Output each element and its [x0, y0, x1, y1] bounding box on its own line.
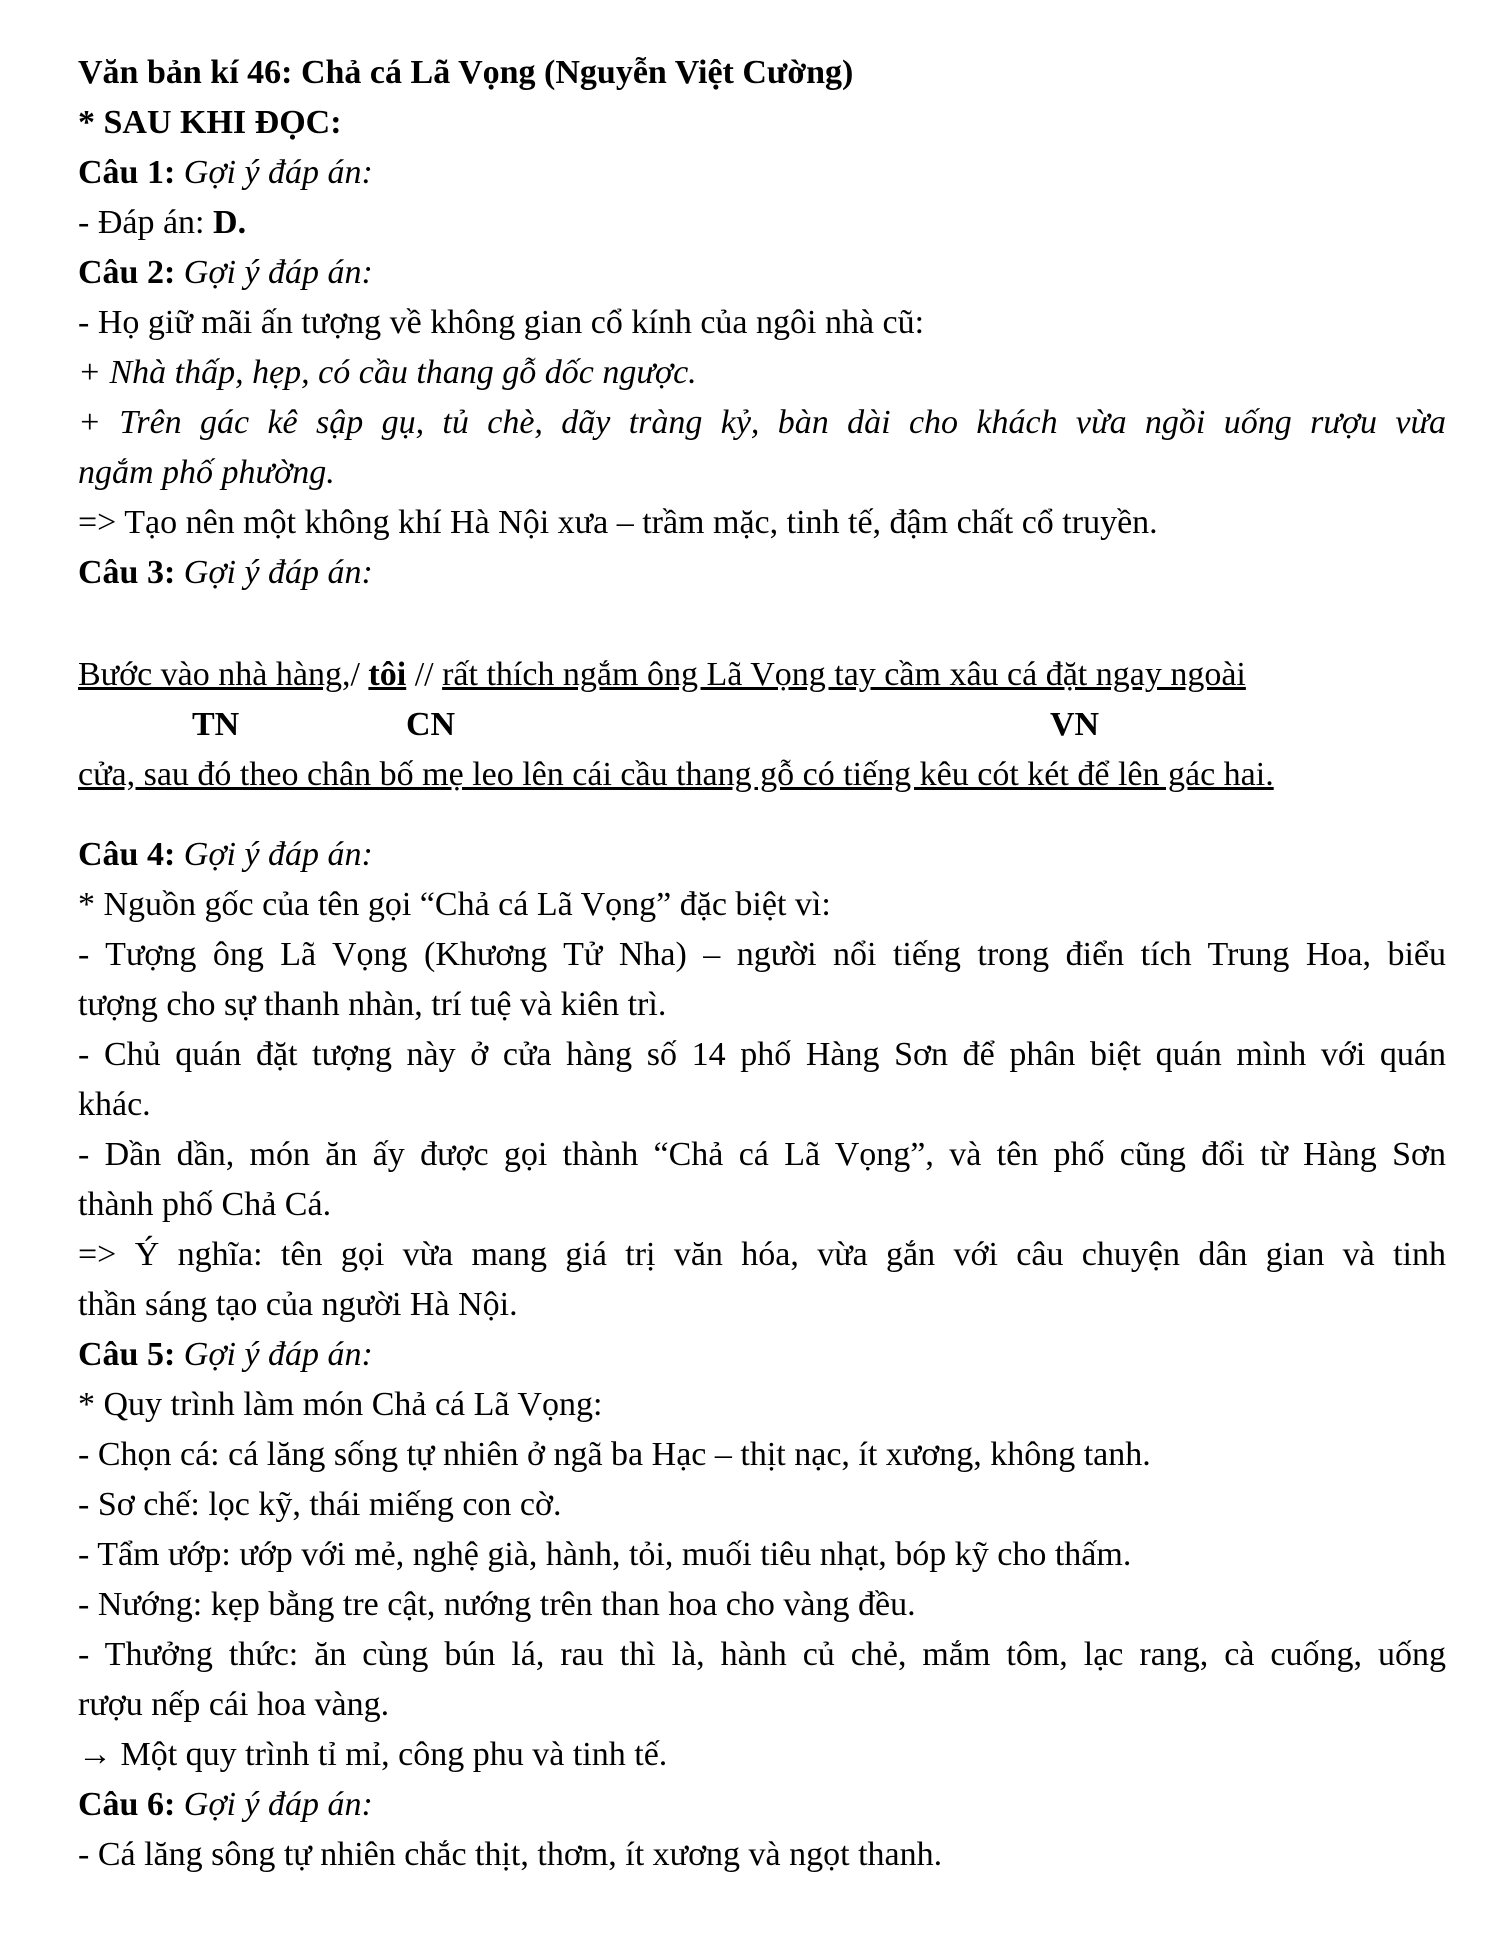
answer-line: + Nhà thấp, hẹp, có cầu thang gỗ dốc ngược. [78, 354, 697, 391]
sentence-component-labels [78, 700, 1446, 750]
question-label: Câu 1: [78, 154, 176, 191]
answer-line: * Quy trình làm món Chả cá Lã Vọng: [78, 1386, 603, 1423]
adverbial-part: Bước vào nhà hàng, [78, 656, 351, 693]
question-label: Câu 6: [78, 1786, 176, 1823]
answer-line: ngắm phố phường. [78, 454, 335, 491]
predicate-part: rất thích ngắm ông Lã Vọng tay cầm xâu cá đặt ngay ngoài [442, 656, 1246, 693]
answer-line: - Thưởng thức: ăn cùng bún lá, rau thì là, hành củ chẻ, mắm tôm, lạc rang, cà cuống, uống [78, 1636, 1446, 1673]
question-label: Câu 4: [78, 836, 176, 873]
hint-label: Gợi ý đáp án: [183, 554, 373, 591]
spacer [78, 598, 1446, 650]
question-2-heading [78, 248, 1446, 298]
hint-label: Gợi ý đáp án: [183, 1786, 373, 1823]
answer-line: + Trên gác kê sập gụ, tủ chè, dãy tràng kỷ, bàn dài cho khách vừa ngồi uống rượu vừa [78, 404, 1446, 441]
sentence-analysis-line-1 [78, 650, 1446, 700]
answer-line: khác. [78, 1086, 151, 1123]
document-page [78, 48, 1446, 1880]
separator: // [406, 656, 443, 693]
answer-conclusion: => Ý nghĩa: tên gọi vừa mang giá trị văn hóa, vừa gắn với câu chuyện dân gian và tinh [78, 1236, 1446, 1273]
hint-label: Gợi ý đáp án: [183, 254, 373, 291]
hint-label: Gợi ý đáp án: [183, 836, 373, 873]
answer-line: - Dần dần, món ăn ấy được gọi thành “Chả cá Lã Vọng”, và tên phố cũng đổi từ Hàng Sơn [78, 1136, 1446, 1173]
question-3-heading [78, 548, 1446, 598]
answer-line: - Tượng ông Lã Vọng (Khương Tử Nha) – người nổi tiếng trong điển tích Trung Hoa, biểu [78, 936, 1446, 973]
separator: / [350, 656, 369, 693]
label-cn: CN [406, 706, 456, 743]
section-heading: * SAU KHI ĐỌC: [78, 104, 342, 141]
question-1-answer [78, 198, 1446, 248]
hint-label: Gợi ý đáp án: [183, 1336, 373, 1373]
answer-conclusion: → Một quy trình tỉ mỉ, công phu và tinh tế. [78, 1736, 668, 1773]
answer-line: tượng cho sự thanh nhàn, trí tuệ và kiên trì. [78, 986, 667, 1023]
question-5-heading [78, 1330, 1446, 1380]
hint-label: Gợi ý đáp án: [183, 154, 373, 191]
question-label: Câu 5: [78, 1336, 176, 1373]
label-tn: TN [192, 706, 240, 743]
sentence-analysis-line-2: cửa, sau đó theo chân bố mẹ leo lên cái cầu thang gỗ có tiếng kêu cót két để lên gác hai. [78, 756, 1274, 793]
answer-line: - Tẩm ướp: ướp với mẻ, nghệ già, hành, tỏi, muối tiêu nhạt, bóp kỹ cho thấm. [78, 1536, 1132, 1573]
spacer [78, 800, 1446, 830]
answer-line: thành phố Chả Cá. [78, 1186, 332, 1223]
answer-line: rượu nếp cái hoa vàng. [78, 1686, 390, 1723]
question-label: Câu 3: [78, 554, 176, 591]
question-4-heading [78, 830, 1446, 880]
answer-value: D. [213, 204, 247, 241]
answer-prefix: - Đáp án: [78, 204, 214, 241]
answer-line: * Nguồn gốc của tên gọi “Chả cá Lã Vọng” đặc biệt vì: [78, 886, 831, 923]
answer-line: - Họ giữ mãi ấn tượng về không gian cổ kính của ngôi nhà cũ: [78, 304, 925, 341]
answer-line: - Cá lăng sông tự nhiên chắc thịt, thơm, ít xương và ngọt thanh. [78, 1836, 943, 1873]
subject-part: tôi [368, 656, 407, 693]
answer-conclusion: => Tạo nên một không khí Hà Nội xưa – trầm mặc, tinh tế, đậm chất cổ truyền. [78, 504, 1158, 541]
document-title: Văn bản kí 46: Chả cá Lã Vọng (Nguyễn Việt Cường) [78, 54, 854, 91]
question-label: Câu 2: [78, 254, 176, 291]
answer-line: - Nướng: kẹp bằng tre cật, nướng trên than hoa cho vàng đều. [78, 1586, 916, 1623]
answer-line: thần sáng tạo của người Hà Nội. [78, 1286, 518, 1323]
answer-line: - Sơ chế: lọc kỹ, thái miếng con cờ. [78, 1486, 562, 1523]
question-1-heading [78, 148, 1446, 198]
question-6-heading [78, 1780, 1446, 1830]
label-vn: VN [1050, 706, 1100, 743]
answer-line: - Chọn cá: cá lăng sống tự nhiên ở ngã ba Hạc – thịt nạc, ít xương, không tanh. [78, 1436, 1151, 1473]
answer-line: - Chủ quán đặt tượng này ở cửa hàng số 14 phố Hàng Sơn để phân biệt quán mình với quán [78, 1036, 1446, 1073]
